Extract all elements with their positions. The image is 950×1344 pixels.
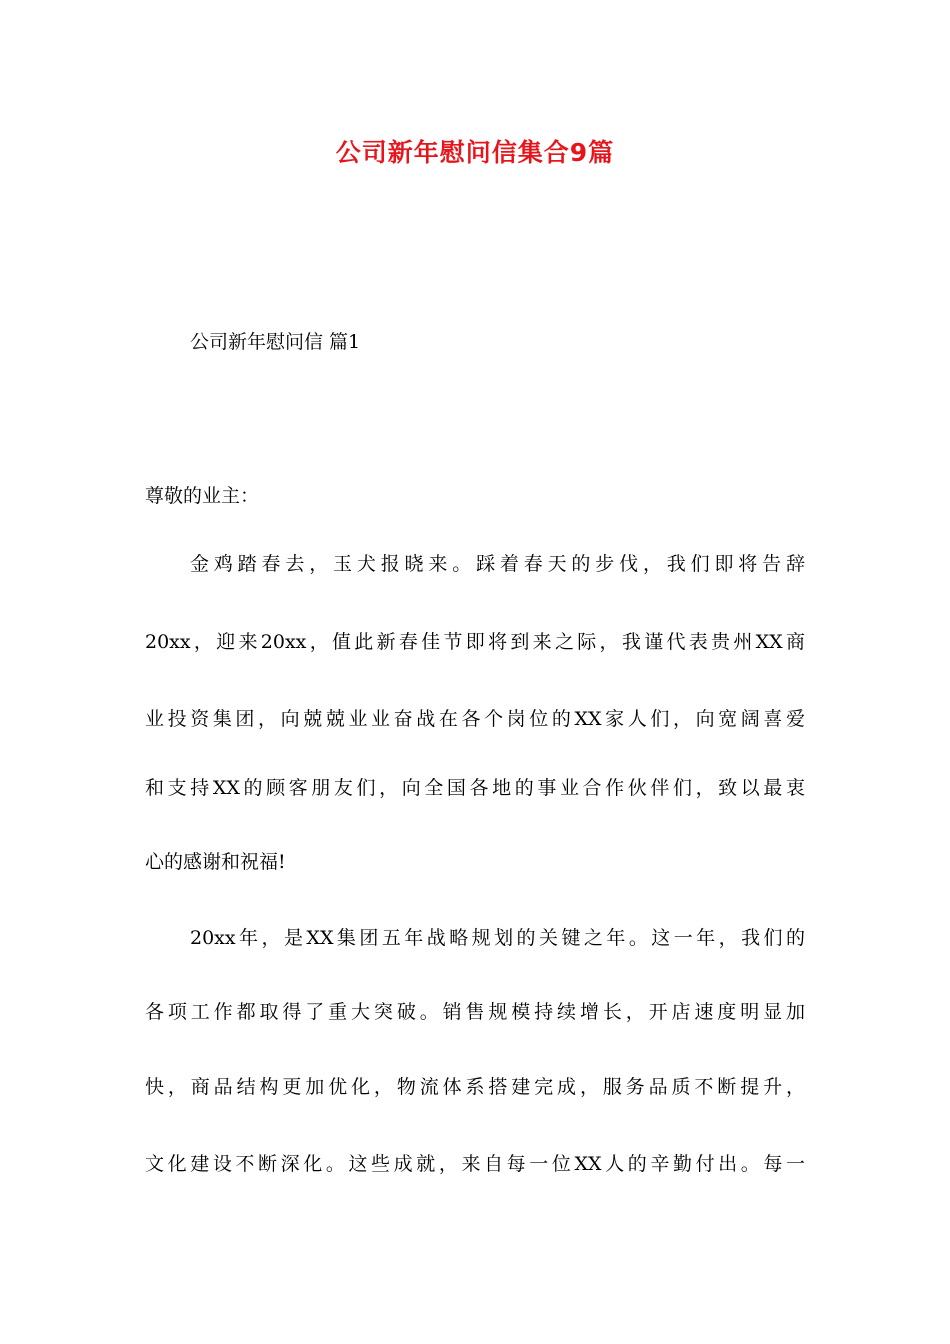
paragraph-line: 20xx年，是XX集团五年战略规划的关键之年。这一年，我们的	[190, 927, 805, 949]
paragraph-line: 业投资集团，向兢兢业业奋战在各个岗位的XX家人们，向宽阔喜爱	[145, 708, 805, 730]
paragraph-line: 和支持XX的顾客朋友们，向全国各地的事业合作伙伴们，致以最衷	[145, 777, 805, 799]
paragraph-line: 各项工作都取得了重大突破。销售规模持续增长，开店速度明显加	[145, 1001, 805, 1023]
document-title: 公司新年慰问信集合9篇	[335, 138, 615, 167]
paragraph-line: 文化建设不断深化。这些成就，来自每一位XX人的辛勤付出。每一	[145, 1153, 805, 1175]
section-heading: 公司新年慰问信 篇1	[190, 331, 361, 353]
paragraph-line: 心的感谢和祝福!	[145, 851, 286, 873]
paragraph-line: 20xx，迎来20xx，值此新春佳节即将到来之际，我谨代表贵州XX商	[145, 631, 805, 653]
paragraph-line: 快，商品结构更加优化，物流体系搭建完成，服务品质不断提升，	[145, 1076, 805, 1098]
paragraph-line: 金鸡踏春去，玉犬报晓来。踩着春天的步伐，我们即将告辞	[190, 553, 805, 575]
salutation: 尊敬的业主：	[145, 485, 260, 507]
